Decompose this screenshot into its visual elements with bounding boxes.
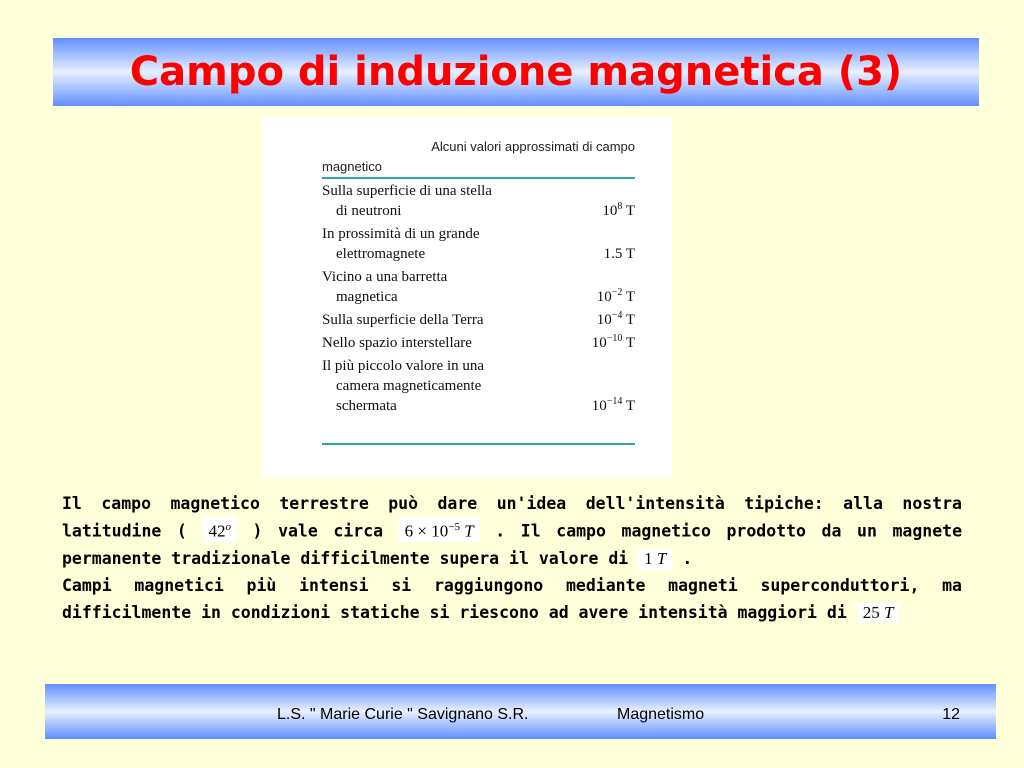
field-values-table: [262, 117, 672, 477]
row-label: In prossimità di un grande: [322, 226, 480, 242]
table-bottom-rule: [322, 443, 635, 445]
table-row: [322, 267, 635, 307]
table-row: [322, 356, 635, 416]
row-label: Sulla superficie di una stella: [322, 183, 492, 199]
earth-field-formula: $6 \times 10^{-5}$ T: [399, 517, 480, 542]
table-rows: [322, 181, 635, 419]
row-value: 1.5 T: [603, 246, 635, 262]
row-value: $10^{-10}$ T: [591, 333, 635, 351]
table-top-rule: [322, 177, 635, 179]
footer-bar: [45, 684, 996, 739]
row-label-cont: schermata: [336, 398, 397, 414]
table-row: [322, 181, 635, 221]
row-label-cont: camera magneticamente: [336, 378, 482, 394]
superconductor-formula: 25 T: [857, 603, 900, 623]
table-row: [322, 224, 635, 264]
footer-subject: Magnetismo: [617, 706, 705, 723]
latitude-formula: 42$^o$: [202, 517, 237, 542]
row-label: Nello spazio interstellare: [322, 335, 472, 351]
footer-school: L.S. " Marie Curie " Savignano S.R.: [277, 706, 529, 723]
table-row: [322, 333, 635, 353]
body-text: [62, 490, 962, 626]
permanent-magnet-formula: 1 T: [638, 549, 672, 569]
table-header: [322, 137, 635, 175]
row-label-cont: di neutroni: [336, 203, 402, 219]
table-row: [322, 310, 635, 330]
page-number: 12: [942, 706, 960, 723]
table-header-line2: magnetico: [322, 159, 382, 174]
table-header-line1: Alcuni valori approssimati di campo: [431, 139, 635, 154]
row-value: $10^{-14}$ T: [591, 396, 635, 414]
row-value: $10^{-2}$ T: [596, 287, 635, 305]
row-value: $10^8$ T: [602, 201, 635, 219]
row-label-cont: elettromagnete: [336, 246, 426, 262]
title-bar: [53, 38, 979, 106]
row-label: Vicino a una barretta: [322, 269, 448, 285]
row-label: Sulla superficie della Terra: [322, 312, 484, 328]
row-label: Il più piccolo valore in una: [322, 358, 485, 374]
row-label-cont: magnetica: [336, 289, 398, 305]
paragraph-superconductors: Campi magnetici più intensi si raggiungono mediante magneti superconduttori, ma difficilmente in condizioni statiche si riescono ad avere intensità maggiori di 25 T: [62, 575, 962, 622]
row-value: $10^{-4}$ T: [596, 310, 635, 328]
slide-title: Campo di induzione magnetica (3): [129, 49, 903, 95]
paragraph-earth-field: Il campo magnetico terrestre può dare un'idea dell'intensità tipiche: alla nostra latitudine ( 42$^o$ ) vale circa $6 \times 10^{-5}$ T . Il campo magnetico prodotto da un magnete permanente tradizionale difficilmente supera il valore di 1 T .: [62, 494, 962, 568]
